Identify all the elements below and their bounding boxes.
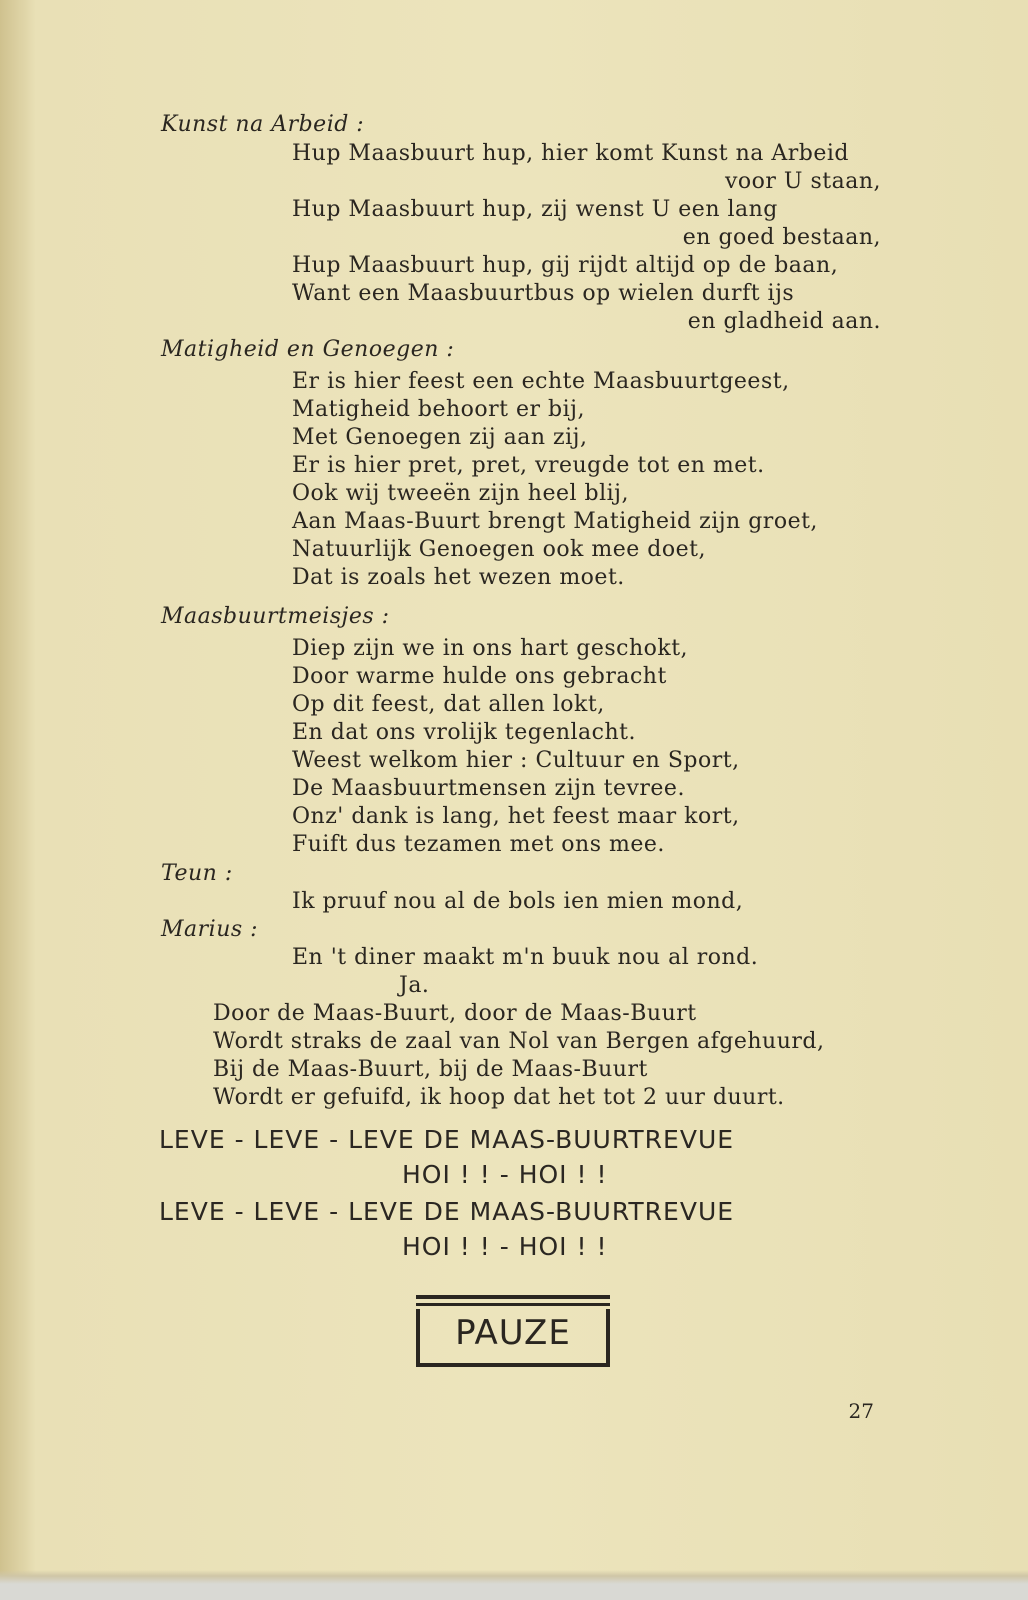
verse-line: Aan Maas-Buurt brengt Matigheid zijn groet, [292,509,818,534]
chorus-line: Wordt er gefuifd, ik hoop dat het tot 2 uur duurt. [213,1085,785,1110]
page-number: 27 [848,1399,874,1423]
verse-line: Met Genoegen zij aan zij, [292,425,588,450]
page-bottom-edge [0,1570,1028,1600]
verse-line: Er is hier pret, pret, vreugde tot en met. [292,453,765,478]
speaker-marius: Marius : [161,917,259,942]
verse-line: Weest welkom hier : Cultuur en Sport, [292,748,740,773]
verse-line: Er is hier feest een echte Maasbuurtgeest, [292,369,790,394]
chorus-line: Bij de Maas-Buurt, bij de Maas-Buurt [213,1057,648,1082]
verse-line: Ik pruuf nou al de bols ien mien mond, [292,889,744,914]
verse-line: en goed bestaan, [682,225,881,250]
verse-line: Hup Maasbuurt hup, gij rijdt altijd op de baan, [292,253,839,278]
verse-line: Diep zijn we in ons hart geschokt, [292,636,689,661]
verse-line: En dat ons vrolijk tegenlacht. [292,720,636,745]
verse-line: Door warme hulde ons gebracht [292,664,667,689]
cheer-leve-line: LEVE - LEVE - LEVE DE MAAS-BUURTREVUE [159,1197,735,1226]
chorus-line: Wordt straks de zaal van Nol van Bergen afgehuurd, [213,1029,825,1054]
cheer-hoi-line: HOI ! ! - HOI ! ! [402,1160,608,1189]
verse-line: En 't diner maakt m'n buuk nou al rond. [292,945,759,970]
verse-line-ja: Ja. [399,973,430,998]
verse-line: Fuift dus tezamen met ons mee. [292,832,665,857]
page-binding-shadow [0,0,36,1600]
verse-line: Op dit feest, dat allen lokt, [292,692,605,717]
speaker-teun: Teun : [161,861,233,886]
verse-line: Hup Maasbuurt hup, zij wenst U een lang [292,197,778,222]
verse-line: Want een Maasbuurtbus op wielen durft ijs [292,281,795,306]
verse-line: Hup Maasbuurt hup, hier komt Kunst na Arbeid [292,141,849,166]
verse-line: Natuurlijk Genoegen ook mee doet, [292,537,706,562]
verse-line: Onz' dank is lang, het feest maar kort, [292,804,740,829]
speaker-matigheid-en-genoegen: Matigheid en Genoegen : [161,337,455,362]
pauze-box-rule [416,1303,610,1306]
verse-line: De Maasbuurtmensen zijn tevree. [292,776,685,801]
pauze-box [416,1295,610,1367]
speaker-maasbuurtmeisjes: Maasbuurtmeisjes : [161,604,390,629]
verse-line: voor U staan, [725,169,881,194]
cheer-leve-line: LEVE - LEVE - LEVE DE MAAS-BUURTREVUE [159,1125,735,1154]
verse-line: Matigheid behoort er bij, [292,397,585,422]
speaker-kunst-na-arbeid: Kunst na Arbeid : [161,112,365,137]
verse-line: en gladheid aan. [687,309,881,334]
cheer-hoi-line: HOI ! ! - HOI ! ! [402,1232,608,1261]
chorus-line: Door de Maas-Buurt, door de Maas-Buurt [213,1001,697,1026]
verse-line: Dat is zoals het wezen moet. [292,565,625,590]
pauze-label: PAUZE [455,1313,571,1353]
verse-line: Ook wij tweeën zijn heel blij, [292,481,629,506]
